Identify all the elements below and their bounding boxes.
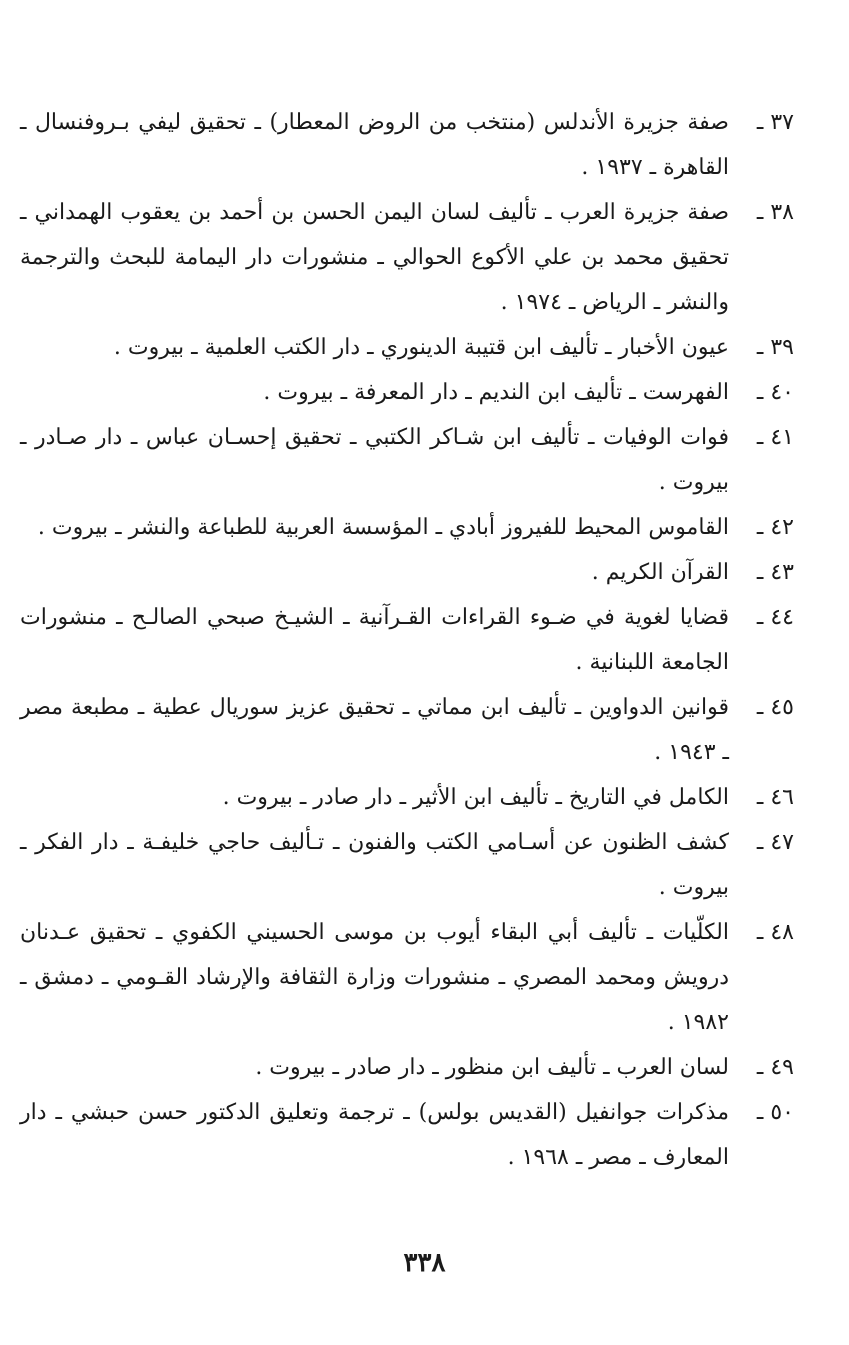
bibliography-entry: [20, 550, 794, 595]
entry-number: ٣٨ ـ: [756, 200, 794, 225]
entry-number: ٣٧ ـ: [756, 110, 794, 135]
bibliography-entry: [20, 190, 794, 325]
entry-text: صفة جزيرة الأندلس (منتخب من الروض المعطار) ـ تحقيق ليفي بـروفنسال ـ القاهرة ـ ١٩٣٧ .: [20, 110, 729, 180]
entry-number: ٤٢ ـ: [756, 515, 794, 540]
entry-number: ٤٠ ـ: [756, 380, 794, 405]
entry-number: ٤٤ ـ: [756, 605, 794, 630]
bibliography-entry: [20, 685, 794, 775]
entry-text: الكامل في التاريخ ـ تأليف ابن الأثير ـ دار صادر ـ بيروت .: [222, 785, 729, 810]
entry-number: ٣٩ ـ: [756, 335, 794, 360]
bibliography-entry: [20, 1045, 794, 1090]
entry-text: عيون الأخبار ـ تأليف ابن قتيبة الدينوري ـ دار الكتب العلمية ـ بيروت .: [113, 335, 729, 360]
entry-text: فوات الوفيات ـ تأليف ابن شـاكر الكتبي ـ تحقيق إحسـان عباس ـ دار صـادر ـ بيروت .: [20, 425, 729, 495]
page-number: ٣٣٨: [403, 1248, 446, 1278]
entry-text: القاموس المحيط للفيروز أبادي ـ المؤسسة العربية للطباعة والنشر ـ بيروت .: [37, 515, 729, 540]
bibliography-list: [20, 100, 794, 1180]
entry-number: ٤١ ـ: [756, 425, 794, 450]
entry-number: ٤٨ ـ: [756, 920, 794, 945]
bibliography-entry: [20, 595, 794, 685]
entry-text: مذكرات جوانفيل (القديس بولس) ـ ترجمة وتعليق الدكتور حسن حبشي ـ دار المعارف ـ مصر ـ ١٩٦٨ .: [20, 1100, 729, 1170]
entry-text: القرآن الكريم .: [591, 560, 729, 585]
bibliography-entry: [20, 325, 794, 370]
entry-number: ٤٣ ـ: [756, 560, 794, 585]
entry-text: لسان العرب ـ تأليف ابن منظور ـ دار صادر ـ بيروت .: [255, 1055, 729, 1080]
entry-number: ٤٦ ـ: [756, 785, 794, 810]
entry-text: قوانين الدواوين ـ تأليف ابن مماتي ـ تحقيق عزيز سوريال عطية ـ مطبعة مصر ـ ١٩٤٣ .: [20, 695, 729, 765]
entry-number: ٤٩ ـ: [756, 1055, 794, 1080]
bibliography-entry: [20, 910, 794, 1045]
entry-text: قضايا لغوية في ضـوء القراءات القـرآنية ـ الشيـخ صبحي الصالـح ـ منشورات الجامعة اللبنانية .: [20, 605, 729, 675]
bibliography-entry: [20, 100, 794, 190]
bibliography-entry: [20, 820, 794, 910]
entry-text: الكلّيات ـ تأليف أبي البقاء أيوب بن موسى الحسيني الكفوي ـ تحقيق عـدنان درويش ومحمد المصري ـ منشورات وزارة الثقافة والإرشاد القـومي ـ دمشق ـ ١٩٨٢ .: [20, 920, 729, 1035]
entry-number: ٥٠ ـ: [756, 1100, 794, 1125]
bibliography-entry: [20, 1090, 794, 1180]
entry-text: الفهرست ـ تأليف ابن النديم ـ دار المعرفة ـ بيروت .: [263, 380, 729, 405]
bibliography-entry: [20, 775, 794, 820]
entry-text: كشف الظنون عن أسـامي الكتب والفنون ـ تـأليف حاجي خليفـة ـ دار الفكر ـ بيروت .: [20, 830, 729, 900]
bibliography-entry: [20, 505, 794, 550]
entry-number: ٤٧ ـ: [756, 830, 794, 855]
entry-text: صفة جزيرة العرب ـ تأليف لسان اليمن الحسن بن أحمد بن يعقوب الهمداني ـ تحقيق محمد بن علي الأكوع الحوالي ـ منشورات دار اليمامة للبحث والترجمة والنشر ـ الرياض ـ ١٩٧٤ .: [20, 200, 729, 315]
bibliography-entry: [20, 415, 794, 505]
entry-number: ٤٥ ـ: [756, 695, 794, 720]
bibliography-entry: [20, 370, 794, 415]
